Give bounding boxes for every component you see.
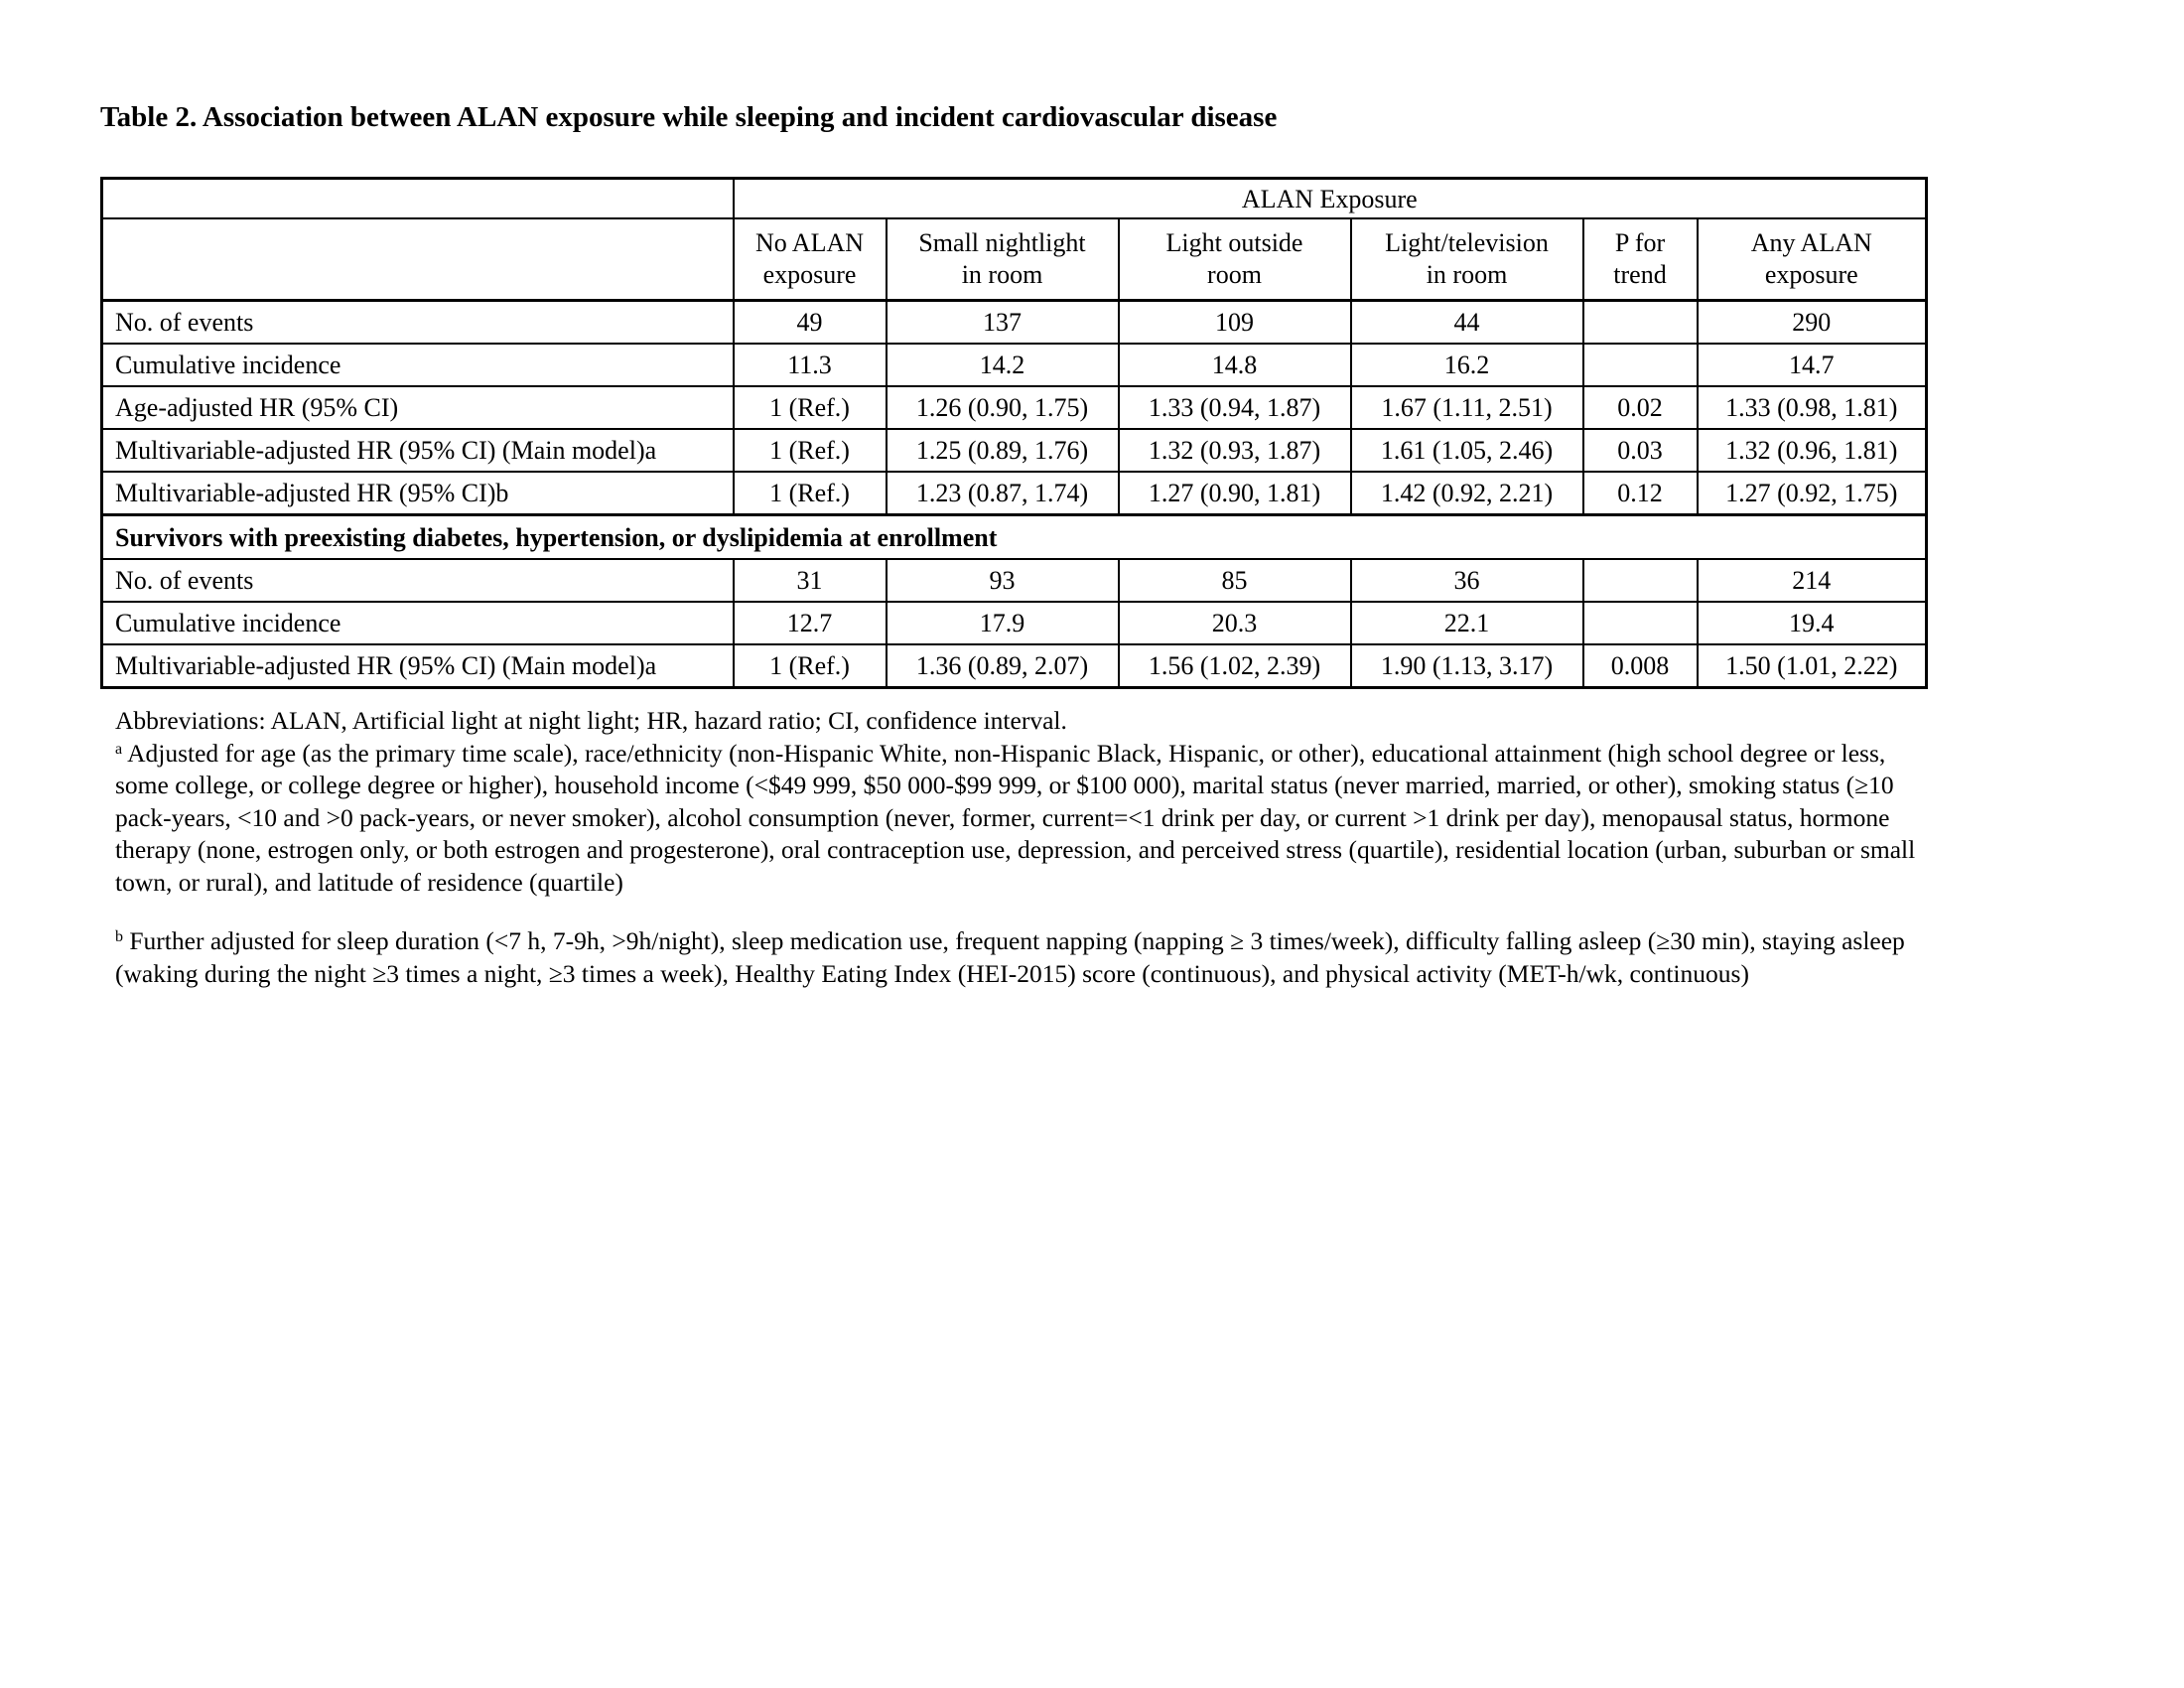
table-cell: 19.4	[1698, 602, 1927, 644]
table-cell: 0.12	[1583, 472, 1698, 515]
table-cell: 1.23 (0.87, 1.74)	[887, 472, 1119, 515]
table-cell	[1583, 344, 1698, 386]
row-label: Multivariable-adjusted HR (95% CI) (Main model)a	[102, 429, 734, 472]
table-cell: 1.56 (1.02, 2.39)	[1119, 644, 1351, 688]
table-cell: 214	[1698, 559, 1927, 602]
table-row	[102, 602, 1927, 644]
corner-cell	[102, 218, 734, 301]
row-label: Multivariable-adjusted HR (95% CI)b	[102, 472, 734, 515]
table-cell: 1.36 (0.89, 2.07)	[887, 644, 1119, 688]
table-cell: 17.9	[887, 602, 1119, 644]
results-table	[100, 177, 1928, 689]
table-cell	[1583, 602, 1698, 644]
table-cell: 1.33 (0.98, 1.81)	[1698, 386, 1927, 429]
corner-cell	[102, 179, 734, 219]
table-row	[102, 644, 1927, 688]
row-label: Age-adjusted HR (95% CI)	[102, 386, 734, 429]
table-cell: 1.32 (0.93, 1.87)	[1119, 429, 1351, 472]
table-title: Table 2. Association between ALAN exposure while sleeping and incident cardiovascular disease	[100, 101, 1278, 133]
table-cell: 31	[734, 559, 887, 602]
table-cell: 1.32 (0.96, 1.81)	[1698, 429, 1927, 472]
table-cell: 1 (Ref.)	[734, 386, 887, 429]
section-heading: Survivors with preexisting diabetes, hypertension, or dyslipidemia at enrollment	[102, 515, 1927, 560]
table-cell: 1.27 (0.90, 1.81)	[1119, 472, 1351, 515]
footnote-b-marker: b	[115, 928, 123, 945]
group-header-row	[102, 179, 1927, 219]
table-cell: 1.90 (1.13, 3.17)	[1351, 644, 1583, 688]
table-cell: 109	[1119, 301, 1351, 345]
table-cell: 12.7	[734, 602, 887, 644]
table-row	[102, 301, 1927, 345]
table-cell: 93	[887, 559, 1119, 602]
table-cell: 0.008	[1583, 644, 1698, 688]
col-header-no-alan: No ALAN exposure	[734, 218, 887, 301]
table-cell: 0.03	[1583, 429, 1698, 472]
col-header-any-alan: Any ALAN exposure	[1698, 218, 1927, 301]
col-header-light-outside: Light outside room	[1119, 218, 1351, 301]
table-cell: 14.7	[1698, 344, 1927, 386]
section-heading-row	[102, 515, 1927, 560]
table-cell: 0.02	[1583, 386, 1698, 429]
alan-exposure-header: ALAN Exposure	[734, 179, 1927, 219]
table-cell: 1 (Ref.)	[734, 472, 887, 515]
table-cell: 1.26 (0.90, 1.75)	[887, 386, 1119, 429]
col-header-small-nightlight: Small nightlight in room	[887, 218, 1119, 301]
table-row	[102, 344, 1927, 386]
table-cell	[1583, 559, 1698, 602]
table-cell: 22.1	[1351, 602, 1583, 644]
table-cell: 1 (Ref.)	[734, 429, 887, 472]
table-cell: 14.8	[1119, 344, 1351, 386]
row-label: No. of events	[102, 301, 734, 345]
table-cell: 1.33 (0.94, 1.87)	[1119, 386, 1351, 429]
table-cell: 1 (Ref.)	[734, 644, 887, 688]
row-label: Multivariable-adjusted HR (95% CI) (Main model)a	[102, 644, 734, 688]
table-cell: 290	[1698, 301, 1927, 345]
row-label: Cumulative incidence	[102, 602, 734, 644]
table-row	[102, 472, 1927, 515]
footnote-b-text: Further adjusted for sleep duration (<7 h, 7-9h, >9h/night), sleep medication use, frequent napping (napping ≥ 3 times/week), difficulty falling asleep (≥30 min), staying asleep (waking during the night ≥3 times a night, ≥3 times a week), Healthy Eating Index (HEI-2015) score (continuous), and physical activity (MET-h/wk, continuous)	[115, 926, 1905, 988]
table-cell: 1.42 (0.92, 2.21)	[1351, 472, 1583, 515]
footnote-a-marker: a	[115, 740, 123, 758]
table-cell: 85	[1119, 559, 1351, 602]
table-row	[102, 429, 1927, 472]
table-cell	[1583, 301, 1698, 345]
row-label: No. of events	[102, 559, 734, 602]
table-cell: 137	[887, 301, 1119, 345]
table-cell: 49	[734, 301, 887, 345]
table-cell: 1.61 (1.05, 2.46)	[1351, 429, 1583, 472]
table-cell: 1.25 (0.89, 1.76)	[887, 429, 1119, 472]
table-notes	[115, 705, 1922, 990]
table-cell: 20.3	[1119, 602, 1351, 644]
footnote-a	[115, 738, 1922, 900]
table-cell: 14.2	[887, 344, 1119, 386]
row-label: Cumulative incidence	[102, 344, 734, 386]
footnote-a-text: Adjusted for age (as the primary time scale), race/ethnicity (non-Hispanic White, non-Hispanic Black, Hispanic, or other), educational attainment (high school degree or less, some college, or college degree or higher), household income (<$49 999, $50 000-$99 999, or $100 000), marital status (never married, married, or other), smoking status (≥10 pack-years, <10 and >0 pack-years, or never smoker), alcohol consumption (never, former, current=<1 drink per day, or current >1 drink per day), menopausal status, hormone therapy (none, estrogen only, or both estrogen and progesterone), oral contraception use, depression, and perceived stress (quartile), residential location (urban, suburban or small town, or rural), and latitude of residence (quartile)	[115, 738, 1916, 897]
table-cell: 16.2	[1351, 344, 1583, 386]
table-cell: 44	[1351, 301, 1583, 345]
col-header-light-television: Light/television in room	[1351, 218, 1583, 301]
footnote-b	[115, 925, 1922, 990]
abbreviations-note: Abbreviations: ALAN, Artificial light at night light; HR, hazard ratio; CI, confidence interval.	[115, 706, 1067, 735]
table-cell: 1.50 (1.01, 2.22)	[1698, 644, 1927, 688]
table-row	[102, 559, 1927, 602]
table-cell: 36	[1351, 559, 1583, 602]
column-header-row	[102, 218, 1927, 301]
col-header-p-trend: P for trend	[1583, 218, 1698, 301]
table-row	[102, 386, 1927, 429]
table-cell: 11.3	[734, 344, 887, 386]
table-cell: 1.27 (0.92, 1.75)	[1698, 472, 1927, 515]
table-cell: 1.67 (1.11, 2.51)	[1351, 386, 1583, 429]
